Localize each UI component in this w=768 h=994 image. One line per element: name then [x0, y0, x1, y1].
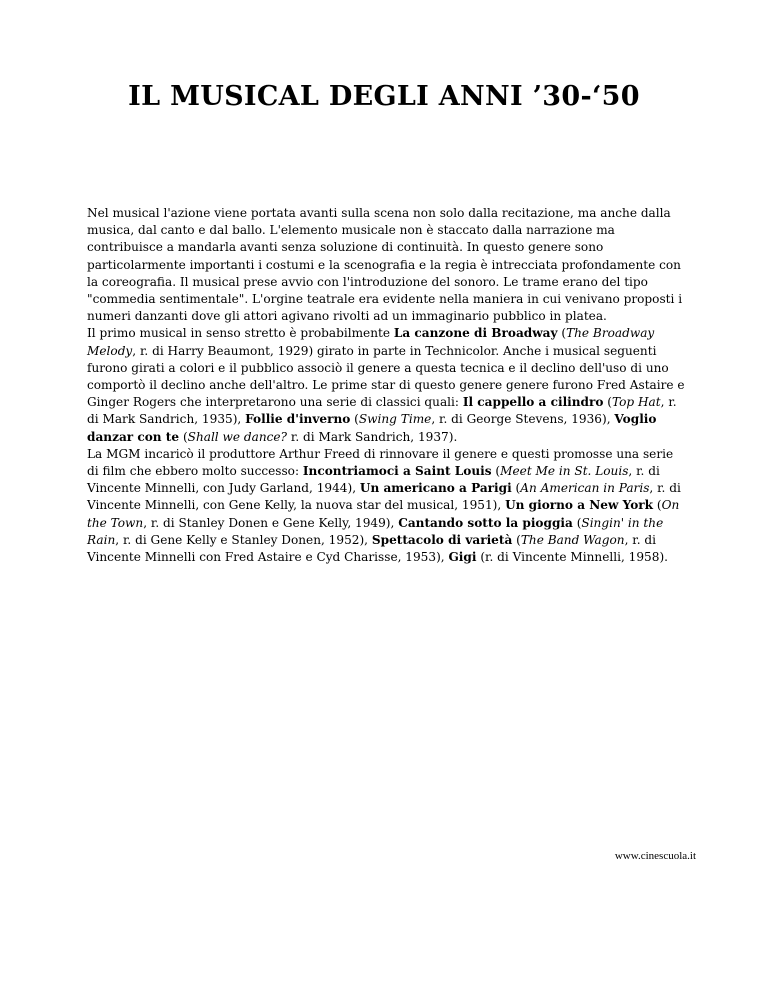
text-run: , r. di George Stevens, 1936),	[431, 412, 615, 427]
paragraph-3	[87, 446, 687, 566]
footer-website-link: www.cinescuola.it	[614, 850, 696, 862]
text-run: Il primo musical in senso stretto è probabilmente	[87, 326, 394, 341]
original-title: Shall we dance?	[187, 429, 288, 444]
text-run: (	[653, 498, 662, 513]
text-run: (	[557, 326, 567, 341]
text-run: (	[603, 395, 613, 410]
film-title: La canzone di Broadway	[393, 326, 558, 341]
text-run: , r. di Harry Beaumont, 1929) girato in parte in Technicolor. Anche i musical seguenti furono girati a colori e il pubblico associò il genere a questa tecnica e il declino dell'uso di uno comportò il declino anche dell'altro. Le prime star di questo genere genere furono Fred Astaire e Ginger Rogers che interpretarono una serie di classici quali:	[87, 343, 685, 410]
original-title: The Band Wagon	[520, 532, 625, 547]
original-title: On the Town	[87, 498, 680, 530]
text-run: (	[491, 464, 501, 479]
article-body	[87, 205, 687, 566]
paragraph-1	[87, 205, 687, 325]
film-title: Spettacolo di varietà	[371, 532, 513, 547]
film-title: Cantando sotto la pioggia	[398, 515, 573, 530]
original-title: Meet Me in St. Louis	[500, 464, 629, 479]
text-run: , r. di Vincente Minnelli, con Judy Garland, 1944),	[87, 464, 660, 496]
original-title: Swing Time	[358, 412, 432, 427]
text-run: La MGM incaricò il produttore Arthur Freed di rinnovare il genere e questi promosse una serie di film che ebbero molto successo:	[87, 446, 674, 479]
text-run: , r. di Gene Kelly e Stanley Donen, 1952),	[115, 532, 372, 547]
original-title: The Broadway Melody	[87, 326, 655, 358]
text-run: , r. di Mark Sandrich, 1935),	[87, 395, 677, 427]
text-run: (	[179, 429, 188, 444]
original-title: An American in Paris	[520, 481, 650, 496]
film-title: Un americano a Parigi	[359, 481, 512, 496]
text-run: , r. di Vincente Minnelli con Fred Astaire e Cyd Charisse, 1953),	[87, 532, 657, 565]
film-title: Voglio danzar con te	[87, 412, 657, 444]
text-run: r. di Mark Sandrich, 1937).	[287, 429, 458, 444]
text-run: , r. di Stanley Donen e Gene Kelly, 1949),	[143, 515, 399, 530]
film-title: Un giorno a New York	[505, 498, 654, 513]
page-title: IL MUSICAL DEGLI ANNI ’30-‘50	[128, 81, 640, 112]
text-run: (	[350, 412, 359, 427]
film-title: Incontriamoci a Saint Louis	[302, 464, 492, 479]
original-title: Singin' in the Rain	[87, 515, 664, 547]
film-title: Il cappello a cilindro	[462, 395, 604, 410]
text-run: (r. di Vincente Minnelli, 1958).	[476, 550, 669, 565]
original-title: Top Hat	[612, 395, 661, 410]
text-run: (	[572, 515, 582, 530]
paragraph-2	[87, 325, 687, 445]
film-title: Gigi	[448, 550, 477, 565]
text-run: , r. di Vincente Minnelli, con Gene Kelly, la nuova star del musical, 1951),	[87, 481, 681, 513]
film-title: Follie d'inverno	[245, 412, 351, 427]
text-run: Nel musical l'azione viene portata avanti sulla scena non solo dalla recitazione, ma anche dalla musica, dal canto e dal ballo. L'elemento musicale non è staccato dalla narrazione ma contribuisce a mandarla avanti senza soluzione di continuità. In questo genere sono particolarmente importanti i costumi e la scenografia e la regia è intrecciata profondamente con la coreografia. Il musical prese avvio con l'introduzione del sonoro. Le trame erano del tipo "commedia sentimentale". L'orgine teatrale era evidente nella maniera in cui venivano proposti i numeri danzanti dove gli attori agivano rivolti ad un immaginario pubblico in platea.	[87, 206, 683, 324]
text-run: (	[512, 532, 521, 547]
text-run: (	[511, 481, 521, 496]
